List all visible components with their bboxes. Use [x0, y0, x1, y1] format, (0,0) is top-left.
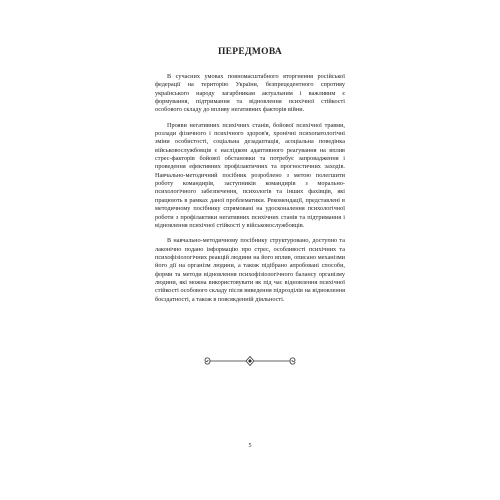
paragraph-1: В сучасних умовах повномасштабного вторгнення російської федерації на територію України, безпрецедентного спротиву українського народу загарбникам актуальним і важливим є формування, підтримання та відновлення психічної стійкості особового складу до впливу негативних факторів війни.	[155, 73, 345, 114]
decorative-divider-icon	[200, 354, 300, 368]
page-number: 5	[248, 443, 252, 449]
paragraph-2: Прояви негативних психічних станів, бойової психічної травми, розлади фізичного і психічного здоров'я, хронічні психопатологічні зміни особистості, соціальна дезадаптація, асоціальна поведінка військовослужбовців є наслідком адаптивного реагування на вплив стрес-факторів бойової обстановки та потребує запровадження і проведення ефективних профілактичних та прогностичних заходів. Навчально-методичний посібник розроблено з метою полегшити роботу командирів, заступників командирів з морально-психологічного забезпечення, психологів та інших фахівців, які працюють в рамках даної проблематики. Рекомендації, представлені в методичному посібнику спрямовані на удосконалення психологічної роботи з профілактики негативних психічних станів та підтримання і відновлення психічної стійкості у військовослужбовців.	[155, 121, 345, 229]
body-text	[155, 73, 345, 311]
paragraph-3: В навчально-методичному посібнику структуровано, доступно та лаконічно подано інформацію про стрес, особливості психічних та психофізіологічних реакцій людини на його вплив, описано механізми його дії на організм людини, а також підібрано апробовані способи, форми та методи відновлення психофізіологічного балансу організму людини, які можна використовувати як під час відновлення психічної стійкості особового складу після виведення підрозділів на відновлення боєздатності, а також в повсякденній діяльності.	[155, 237, 345, 303]
page-title: ПЕРЕДМОВА	[217, 47, 283, 57]
